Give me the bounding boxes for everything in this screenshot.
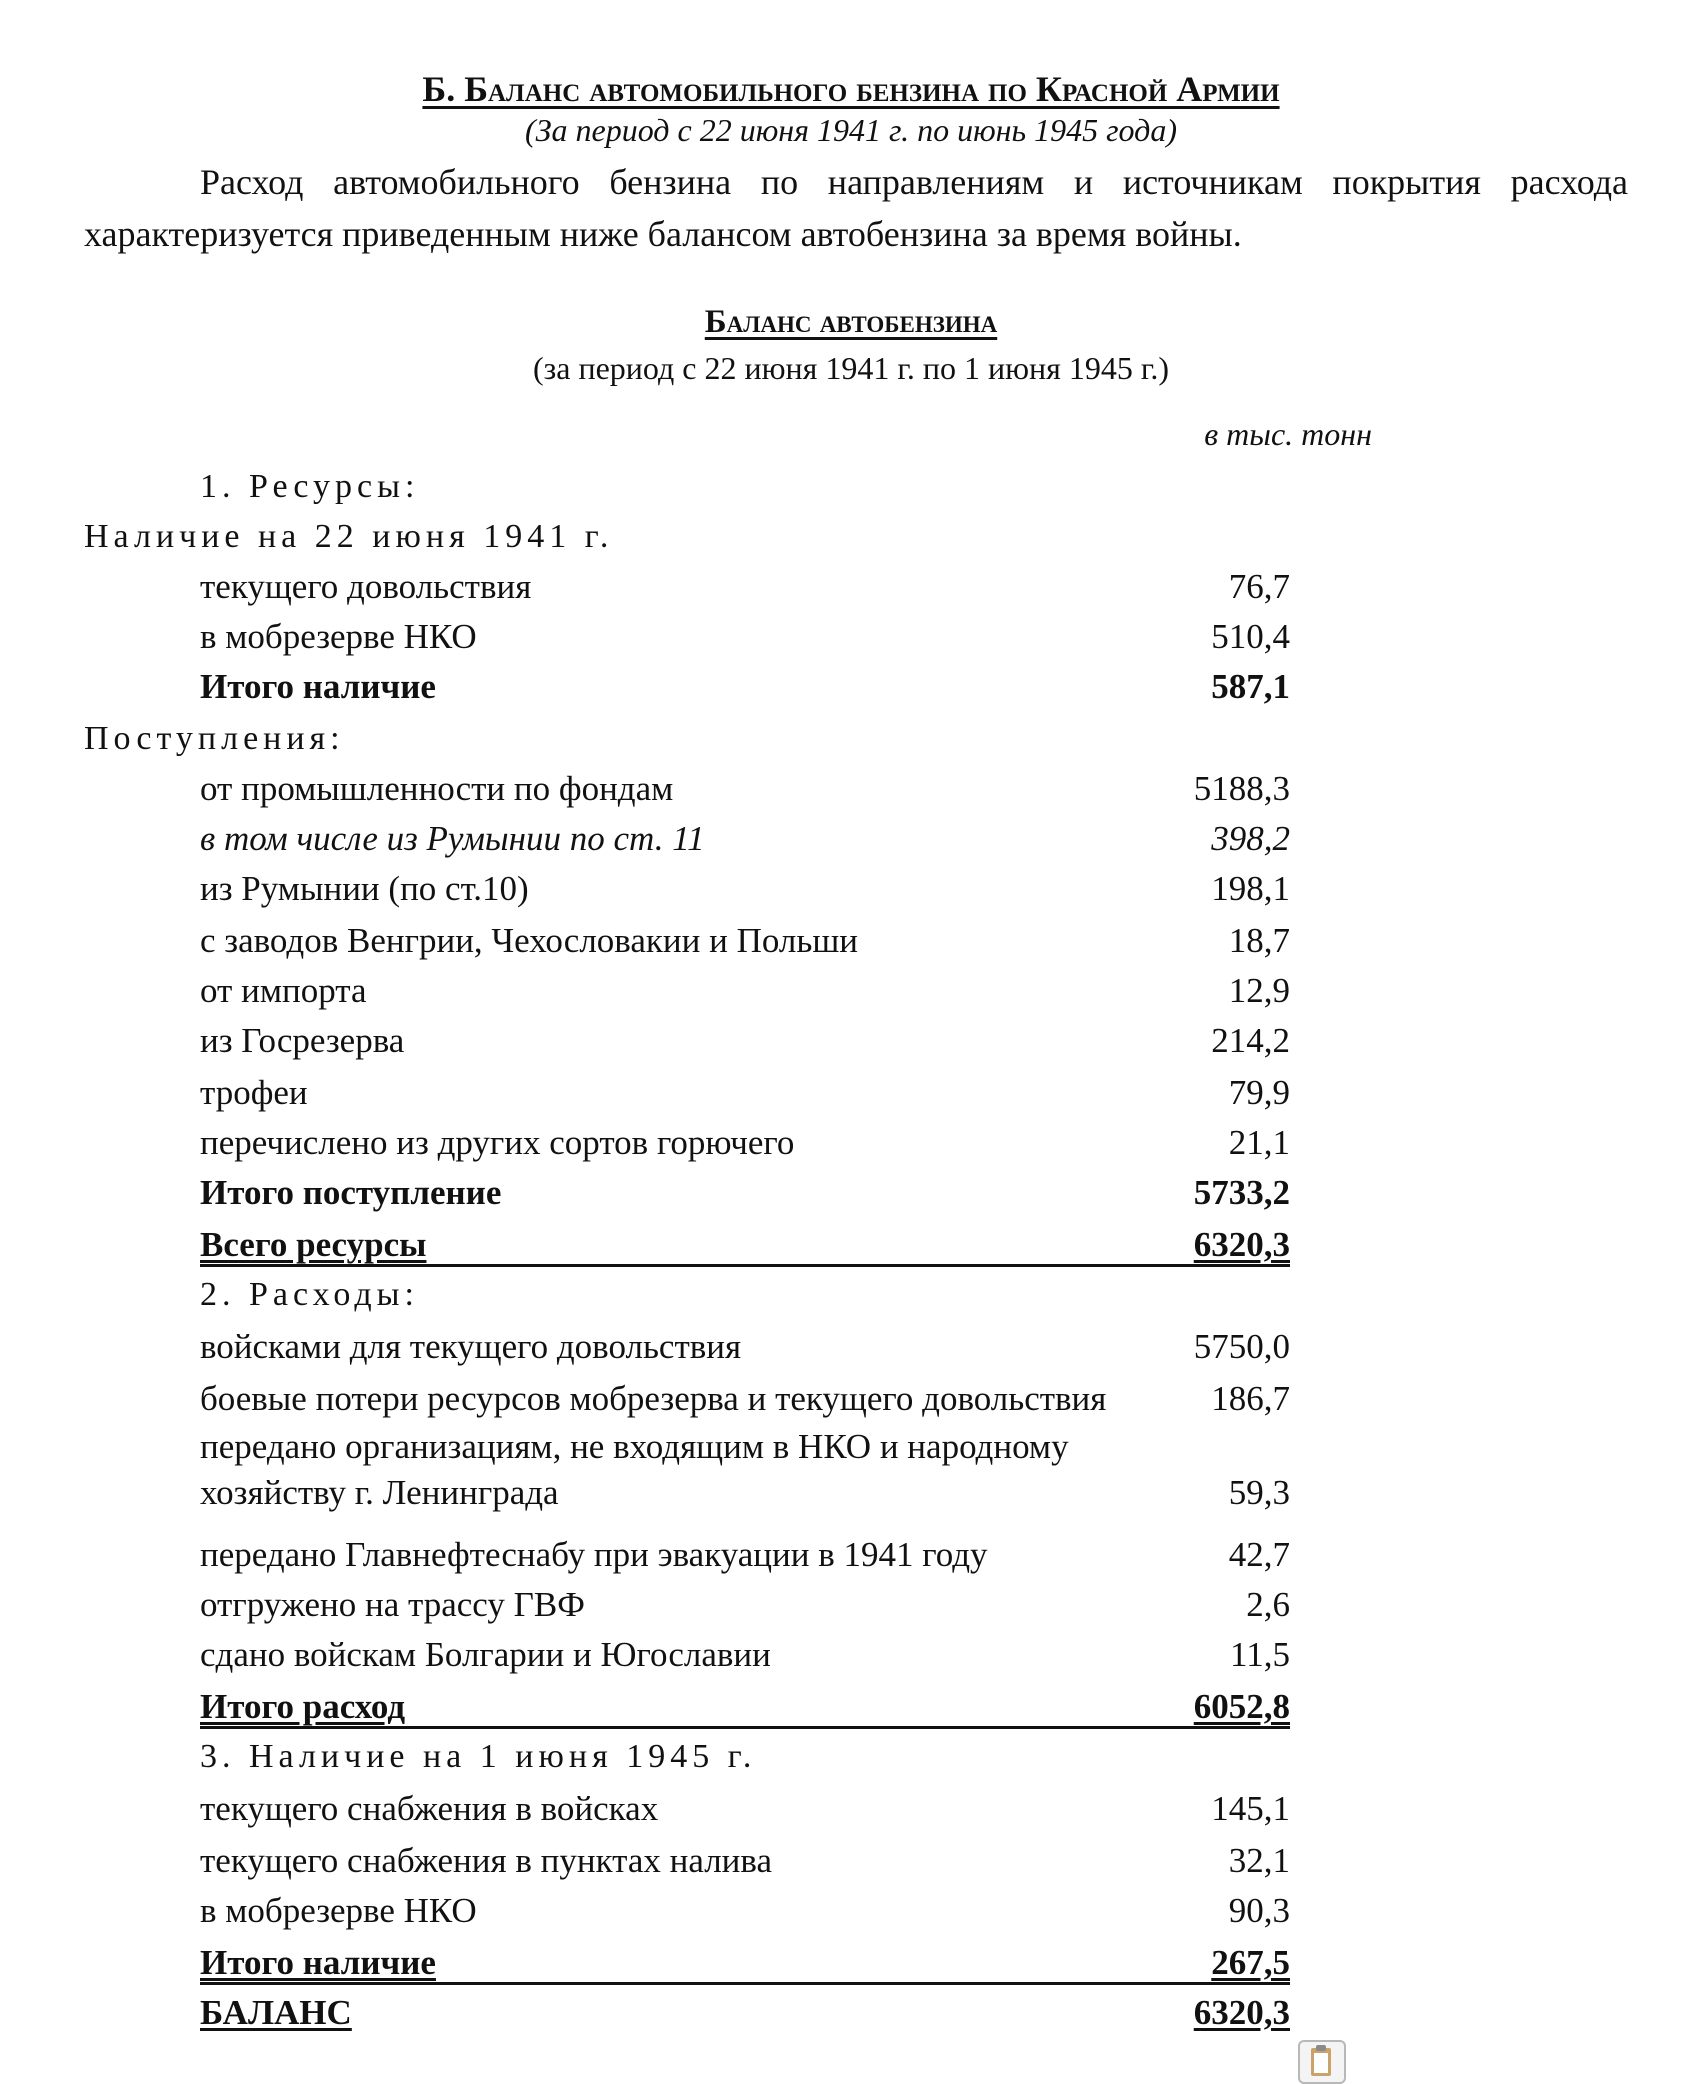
- row-label: текущего снабжения в пунктах налива: [200, 1841, 773, 1880]
- section-resources: 1. Ресурсы:: [200, 468, 420, 505]
- total-rule: [200, 1726, 1290, 1729]
- table-row: [200, 1786, 1290, 1832]
- row-value: 18,7: [1228, 921, 1290, 960]
- table-row: [200, 564, 1290, 610]
- row-value: 510,4: [1211, 617, 1290, 656]
- table-row: [200, 766, 1290, 812]
- units-label: в тыс. тонн: [1204, 416, 1372, 452]
- row-label: войсками для текущего довольствия: [200, 1327, 742, 1366]
- table-row: [200, 866, 1290, 912]
- clipboard-icon[interactable]: [1298, 2040, 1346, 2084]
- clipboard-clip: [1316, 2045, 1326, 2051]
- row-label: Итого расход: [200, 1687, 406, 1726]
- row-label: передано Главнефтеснабу при эвакуации в 1941 году: [200, 1535, 988, 1574]
- section-on-hand-1941: Наличие на 22 июня 1941 г.: [84, 518, 614, 555]
- table-row: [200, 816, 1290, 862]
- row-label: из Румынии (по ст.10): [200, 869, 529, 908]
- subtotal-row: [200, 1170, 1290, 1216]
- row-value: 5750,0: [1193, 1327, 1290, 1366]
- table-row: [200, 1632, 1290, 1678]
- row-value: 398,2: [1211, 819, 1290, 858]
- document-title: Б. Баланс автомобильного бензина по Красной Армии: [422, 69, 1280, 109]
- table-row: [200, 1324, 1290, 1370]
- row-label: отгружено на трассу ГВФ: [200, 1585, 585, 1624]
- row-label: Итого наличие: [200, 667, 436, 706]
- table-row: [200, 1070, 1290, 1116]
- row-value: 587,1: [1211, 667, 1290, 706]
- table-row: [200, 968, 1290, 1014]
- row-value: 5188,3: [1193, 769, 1290, 808]
- document-subtitle: (За период с 22 июня 1941 г. по июнь 1945 года): [525, 112, 1177, 148]
- subtotal-row: [200, 664, 1290, 710]
- row-value: 6320,3: [1193, 1225, 1290, 1264]
- table-period: (за период с 22 июня 1941 г. по 1 июня 1945 г.): [532, 350, 1170, 386]
- table-row: [200, 1532, 1290, 1578]
- total-row: [200, 1684, 1290, 1730]
- row-value: 267,5: [1211, 1943, 1290, 1982]
- section-receipts: Поступления:: [84, 720, 345, 757]
- row-label: БАЛАНС: [200, 1993, 352, 2032]
- row-value: 42,7: [1228, 1535, 1290, 1574]
- row-label: передано организациям, не входящим в НКО и народному хозяйству г. Ленинграда: [200, 1427, 1069, 1512]
- total-rule: [200, 1264, 1290, 1267]
- row-value: 90,3: [1228, 1891, 1290, 1930]
- total-rule: [200, 1982, 1290, 1985]
- row-label: с заводов Венгрии, Чехословакии и Польши: [200, 921, 859, 960]
- row-value: 2,6: [1246, 1585, 1290, 1624]
- table-row: [200, 1376, 1290, 1422]
- balance-row: [200, 1990, 1290, 2036]
- row-value: 5733,2: [1193, 1173, 1290, 1212]
- row-value: 11,5: [1230, 1635, 1290, 1674]
- row-label: от промышленности по фондам: [200, 769, 674, 808]
- row-label: Итого поступление: [200, 1173, 502, 1212]
- row-label: в мобрезерве НКО: [200, 617, 477, 656]
- clipboard-paper: [1314, 2053, 1328, 2073]
- section-expenses: 2. Расходы:: [200, 1276, 419, 1313]
- row-value: 6052,8: [1193, 1687, 1290, 1726]
- table-row: [200, 614, 1290, 660]
- row-label: в мобрезерве НКО: [200, 1891, 477, 1930]
- row-value: 6320,3: [1193, 1993, 1290, 2032]
- row-value: 145,1: [1211, 1789, 1290, 1828]
- row-label: Всего ресурсы: [200, 1225, 427, 1264]
- row-value: 59,3: [1228, 1473, 1290, 1512]
- table-row: [200, 1424, 1290, 1516]
- row-value: 32,1: [1228, 1841, 1290, 1880]
- row-label: текущего снабжения в войсках: [200, 1789, 659, 1828]
- table-title: Баланс автобензина: [704, 304, 998, 340]
- row-value: 198,1: [1211, 869, 1290, 908]
- table-row: [200, 1888, 1290, 1934]
- row-label: в том числе из Румынии по ст. 11: [200, 819, 705, 858]
- row-label: из Госрезерва: [200, 1021, 405, 1060]
- row-value: 79,9: [1228, 1073, 1290, 1112]
- table-row: [200, 1838, 1290, 1884]
- row-label: перечислено из других сортов горючего: [200, 1123, 795, 1162]
- row-label: сдано войскам Болгарии и Югославии: [200, 1635, 771, 1674]
- total-row: [200, 1940, 1290, 1986]
- table-row: [200, 1018, 1290, 1064]
- row-value: 214,2: [1211, 1021, 1290, 1060]
- row-label: трофеи: [200, 1073, 308, 1112]
- row-label: от импорта: [200, 971, 367, 1010]
- row-label: Итого наличие: [200, 1943, 436, 1982]
- table-row: [200, 1120, 1290, 1166]
- row-label: текущего довольствия: [200, 567, 532, 606]
- section-on-hand-1945: 3. Наличие на 1 июня 1945 г.: [200, 1738, 757, 1775]
- row-label: боевые потери ресурсов мобрезерва и текущего довольствия: [200, 1379, 1107, 1418]
- row-value: 21,1: [1228, 1123, 1290, 1162]
- table-row: [200, 1582, 1290, 1628]
- table-row: [200, 918, 1290, 964]
- total-row: [200, 1222, 1290, 1268]
- row-value: 76,7: [1228, 567, 1290, 606]
- intro-paragraph: Расход автомобильного бензина по направлениям и источникам покрытия расхода характеризуется приведенным ниже балансом автобензина за время войны.: [84, 162, 1628, 254]
- row-value: 186,7: [1211, 1379, 1290, 1418]
- row-value: 12,9: [1228, 971, 1290, 1010]
